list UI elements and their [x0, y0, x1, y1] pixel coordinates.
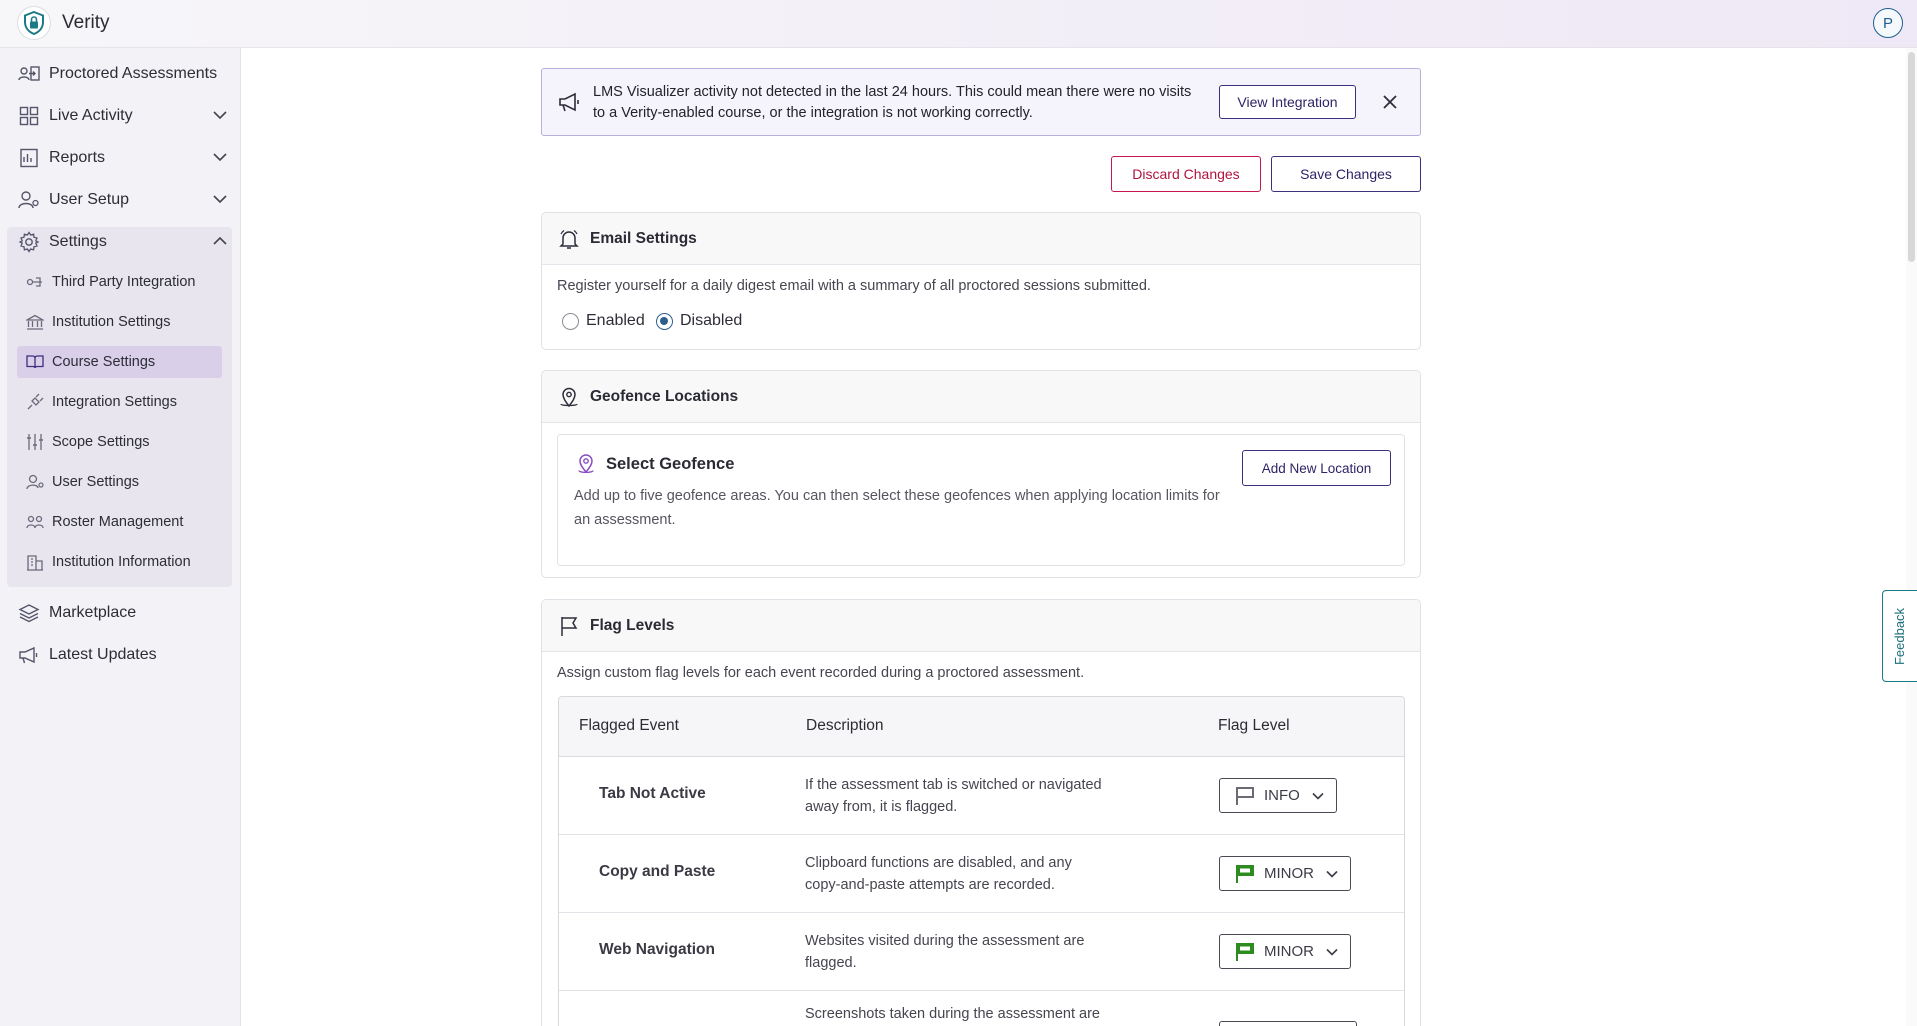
institution-icon [26, 313, 44, 331]
geofence-description: Add up to five geofence areas. You can then select these geofences when applying location limits for an assessment. [574, 488, 1220, 528]
email-settings-card [541, 212, 1421, 350]
report-icon [18, 147, 40, 169]
bell-icon [558, 228, 580, 250]
integration-alert-banner [541, 68, 1421, 136]
sidebar-sub-label: User Settings [52, 474, 140, 490]
sidebar-item-label: Live Activity [49, 107, 133, 124]
sidebar-item-institution-settings[interactable] [17, 306, 222, 338]
flag-level-select[interactable] [1219, 934, 1351, 969]
roster-icon [26, 513, 44, 531]
chevron-down-icon [1310, 788, 1326, 804]
column-header-flag-level: Flag Level [1218, 717, 1290, 734]
flag-icon [1234, 864, 1256, 884]
flagged-event-name: Tab Not Active [599, 785, 706, 802]
alert-message: LMS Visualizer activity not detected in the last 24 hours. This could mean there were no visits to a Verity-enabled course, or the integration is not working correctly. [593, 84, 1192, 121]
scrollbar-thumb[interactable] [1908, 52, 1915, 262]
sidebar-item-scope-settings[interactable] [17, 426, 222, 458]
flagged-event-description: Screenshots taken during the assessment are [805, 1006, 1100, 1022]
megaphone-icon [18, 644, 40, 666]
plug-icon [26, 393, 44, 411]
close-icon[interactable] [1380, 92, 1400, 117]
layers-icon [18, 602, 40, 624]
sidebar-item-marketplace[interactable] [18, 598, 230, 628]
table-row [559, 835, 1404, 913]
sidebar-sub-label: Institution Information [52, 554, 191, 570]
save-changes-button[interactable]: Save Changes [1271, 156, 1421, 192]
sidebar-item-label: Settings [49, 233, 107, 250]
sidebar-item-institution-information[interactable] [17, 546, 222, 578]
megaphone-icon [558, 91, 582, 118]
integration-icon [26, 273, 44, 291]
sidebar-item-third-party-integration[interactable] [17, 266, 222, 298]
card-title: Email Settings [590, 229, 697, 247]
sidebar-sub-label: Integration Settings [52, 394, 177, 410]
sidebar-item-label: Proctored Assessments [49, 65, 218, 82]
email-settings-description: Register yourself for a daily digest email with a summary of all proctored sessions submitted. [557, 278, 1151, 294]
sliders-icon [26, 433, 44, 451]
table-row [559, 913, 1404, 991]
flag-icon [1234, 942, 1256, 962]
sidebar-item-integration-settings[interactable] [17, 386, 222, 418]
email-settings-header [542, 213, 1420, 265]
geofence-header [542, 371, 1420, 423]
chevron-up-icon[interactable] [210, 231, 230, 256]
card-title: Geofence Locations [590, 387, 739, 405]
radio-circle [562, 313, 579, 330]
radio-circle-selected [656, 313, 673, 330]
flag-level-select[interactable] [1219, 856, 1351, 891]
sidebar-item-proctored-assessments[interactable] [18, 59, 230, 89]
grid-icon [18, 105, 40, 127]
flag-levels-card [541, 599, 1421, 1026]
discard-changes-button[interactable]: Discard Changes [1111, 156, 1261, 192]
sidebar-sub-label: Roster Management [52, 514, 184, 530]
sidebar-item-user-settings[interactable] [17, 466, 222, 498]
top-bar [0, 0, 1917, 48]
sidebar-item-user-setup[interactable] [18, 185, 230, 215]
feedback-label: Feedback [1892, 607, 1908, 665]
feedback-tab[interactable] [1882, 590, 1917, 682]
table-header [559, 697, 1404, 757]
card-title: Flag Levels [590, 616, 675, 634]
select-geofence-title: Select Geofence [606, 455, 735, 473]
sidebar-item-label: Latest Updates [49, 646, 157, 663]
flag-level-value: MINOR [1264, 943, 1314, 960]
user-avatar[interactable]: P [1873, 8, 1903, 38]
sidebar-item-settings[interactable] [18, 227, 230, 257]
table-row [559, 991, 1404, 1026]
flag-icon [558, 615, 580, 637]
flag-level-select[interactable] [1219, 778, 1337, 813]
view-integration-button[interactable]: View Integration [1219, 85, 1356, 119]
flag-levels-header [542, 600, 1420, 652]
column-header-description: Description [806, 717, 884, 734]
flag-icon [1234, 786, 1256, 806]
sidebar-sub-label: Scope Settings [52, 434, 150, 450]
location-pin-icon [558, 386, 580, 408]
chevron-down-icon [1324, 944, 1340, 960]
column-header-flagged-event: Flagged Event [579, 717, 679, 734]
user-settings-icon [26, 473, 44, 491]
user-setup-icon [18, 189, 40, 211]
sidebar-item-label: Marketplace [49, 604, 137, 621]
sidebar-item-reports[interactable] [18, 143, 230, 173]
sidebar-sub-label: Course Settings [52, 354, 156, 370]
proctor-icon [18, 63, 40, 85]
table-row [559, 757, 1404, 835]
email-disabled-radio[interactable] [656, 312, 742, 330]
flagged-event-description: Websites visited during the assessment are flagged. [805, 933, 1085, 971]
email-enabled-radio[interactable] [562, 312, 645, 330]
geofence-locations-card [541, 370, 1421, 578]
gear-icon [18, 231, 40, 253]
sidebar-item-course-settings[interactable] [17, 346, 222, 378]
sidebar-item-latest-updates[interactable] [18, 640, 230, 670]
select-geofence-panel [557, 434, 1405, 566]
app-title: Verity [62, 12, 110, 33]
flagged-event-description: Clipboard functions are disabled, and any copy-and-paste attempts are recorded. [805, 855, 1072, 893]
chevron-down-icon[interactable] [210, 147, 230, 172]
flag-level-select[interactable] [1219, 1021, 1357, 1026]
flagged-event-name: Copy and Paste [599, 863, 716, 880]
sidebar-item-live-activity[interactable] [18, 101, 230, 131]
sidebar-item-label: Reports [49, 149, 106, 166]
flag-level-value: INFO [1264, 787, 1300, 804]
book-icon [26, 353, 44, 371]
flag-levels-table [558, 696, 1405, 1026]
geofence-pin-icon [575, 453, 597, 480]
add-new-location-button[interactable]: Add New Location [1242, 450, 1391, 486]
flag-level-value: MINOR [1264, 865, 1314, 882]
verity-logo-icon[interactable] [17, 6, 51, 40]
radio-label: Disabled [680, 312, 743, 329]
radio-label: Enabled [586, 312, 645, 329]
sidebar-item-roster-management[interactable] [17, 506, 222, 538]
building-icon [26, 553, 44, 571]
flagged-event-description: If the assessment tab is switched or navigated away from, it is flagged. [805, 777, 1102, 815]
sidebar-item-label: User Setup [49, 191, 130, 208]
flagged-event-name: Web Navigation [599, 941, 715, 958]
chevron-down-icon[interactable] [210, 105, 230, 130]
flag-levels-description: Assign custom flag levels for each event recorded during a proctored assessment. [557, 665, 1085, 681]
sidebar-sub-label: Third Party Integration [52, 274, 196, 290]
sidebar-sub-label: Institution Settings [52, 314, 171, 330]
chevron-down-icon[interactable] [210, 189, 230, 214]
chevron-down-icon [1324, 866, 1340, 882]
